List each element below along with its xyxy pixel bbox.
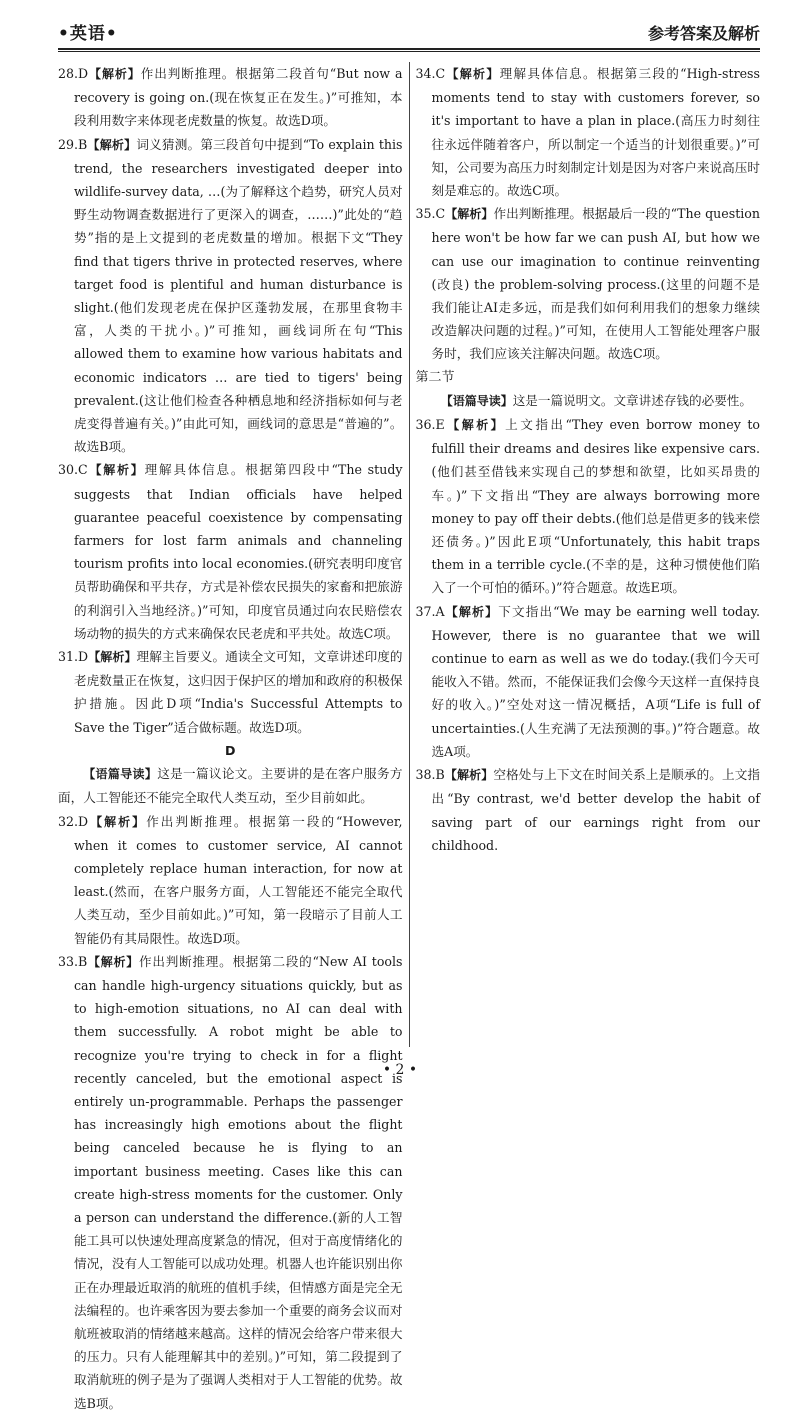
analysis-tag: 【解析】 [445, 207, 494, 222]
analysis-text: 上文指出“They even borrow money to fulfill their dreams and desires like expensive cars.(他们甚至借钱来实现自己的梦想和欲望，比如买昂贵的车。)”下文指出“They are always borrowing more money to pay off their debts.(他们总是借更多的钱来偿还债务。)”因此E项“Unfortunately, this habit traps them in a terrible cycle.(不幸的是，这种习惯使他们陷入了一个可怕的循环。)”符合题意。故选E项。 [431, 417, 760, 596]
answer-number: 37.A [415, 603, 445, 619]
section-two-guide [416, 389, 761, 413]
answer-number: 35.C [415, 206, 446, 222]
page-header [58, 14, 760, 50]
answer-item [58, 133, 403, 459]
answer-number: 34.C [415, 66, 446, 81]
analysis-text: 理解主旨要义。通读全文可知，文章讲述印度的老虎数量正在恢复，这归因于保护区的增加和政府的积极保护措施。因此D项“India's Successful Attempts to Save the Tiger”适合做标题。故选D项。 [74, 649, 403, 735]
analysis-text: 下文指出“We may be earning well today. However, there is no guarantee that we will continue to earn as well as we do today.(我们今天可能收入不错。然而，不能保证我们会像今天这样一直保持良好的收入。)”空处对这一情况概括，A项“Life is full of uncertainties.(人生充满了无法预测的事。)”符合题意。故选A项。 [431, 603, 760, 759]
analysis-tag: 【解析】 [444, 604, 499, 619]
left-column [58, 62, 403, 1411]
answer-item [416, 62, 761, 202]
analysis-tag: 【解析】 [87, 954, 140, 969]
analysis-tag: 【解析】 [87, 463, 145, 478]
analysis-text: 词义猜测。第三段首句中提到“To explain this trend, the researchers investigated deeper into wildlife-survey data, …(为了解释这个趋势，研究人员对野生动物调查数据进行了更深入的调查，……)”此处的“趋势”指的是上文提到的老虎数量的增加。根据下文“They find that tigers thrive in protected reserves, where target food is plentiful and human disturbance is slight.(他们发现老虎在保护区蓬勃发展，在那里食物丰富，人类的干扰小。)”可推知，画线词所在句“This allowed them to examine how various habitats and economic indicators … are tied to tigers' being prevalent.(这让他们检查各种栖息地和经济指标如何与老虎变得普遍有关。)”由此可知，画线词的意思是“普遍的”。故选B项。 [74, 136, 403, 455]
analysis-text: 作出判断推理。根据第二段首句“But now a recovery is going on.(现在恢复正在发生。)”可推知，本段利用数字来体现老虎数量的恢复。故选D项。 [74, 66, 403, 129]
answer-number: 30.C [58, 462, 88, 478]
section-d-guide [58, 762, 403, 809]
content-columns [58, 62, 760, 1411]
answer-number: 33.B [58, 953, 88, 969]
page-number: • 2 • [382, 1062, 418, 1078]
answer-number: 36.E [415, 417, 445, 433]
answer-item [416, 413, 761, 600]
analysis-tag: 【解析】 [445, 67, 500, 81]
analysis-tag: 【解析】 [88, 67, 141, 81]
subject-label: •英语• [58, 24, 118, 44]
analysis-text: 理解具体信息。根据第三段的“High-stress moments tend to stay with customers forever, so it's important to have a plan in place.(高压力时刻往往永远伴随着客户，所以制定一个适当的计划很重要。)”可知，公司要为高压力时刻制定计划是因为对客户来说高压时刻是难忘的。故选C项。 [431, 66, 760, 199]
right-column [416, 62, 761, 1047]
answer-number: 31.D [58, 649, 89, 665]
analysis-text: 作出判断推理。根据第一段的“However, when it comes to customer service, AI cannot completely replace human interaction, for now at least.(然而，在客户服务方面，人工智能还不能完全取代人类互动，至少目前如此。)”可知，第一段暗示了目前人工智能仍有其局限性。故选D项。 [74, 813, 403, 946]
answer-item [58, 645, 403, 739]
section-label: 参考答案及解析 [647, 24, 760, 43]
analysis-text: 理解具体信息。根据第四段中“The study suggests that Indian officials have helped guarantee peaceful coexistence by compensating farmers for lost farm animals and channeling tourism profits into local economies.(研究表明印度官员帮助确保和平共存，方式是补偿农民损失的家畜和把旅游的利润引入当地经济。)”可知，印度官员通过向农民赔偿农场动物的损失的方式来确保农民老虎和平共处。故选C项。 [74, 462, 403, 641]
guide-text: 这是一篇说明文。文章讲述存钱的必要性。 [512, 392, 752, 408]
analysis-tag: 【解析】 [88, 650, 137, 665]
analysis-tag: 【解析】 [444, 768, 494, 783]
answer-number: 32.D [58, 813, 89, 829]
answer-item [416, 600, 761, 763]
section-two-title: 第二节 [415, 369, 455, 385]
section-d-letter: D [225, 742, 236, 758]
answer-item [58, 458, 403, 645]
answer-number: 38.B [415, 767, 445, 783]
column-divider [409, 62, 410, 1047]
answer-item [416, 202, 761, 365]
analysis-text: 作出判断推理。根据第二段的“New AI tools can handle high-urgency situations quickly, but as to high-emotion situations, no AI can deal with them successfully. A robot might be able to recognize you're trying to check in for a flight recently canceled, but the emotional aspect is entirely un-programmable. Perhaps the passenger has increasingly high emotions about the flight being canceled because he is flying to an important business meeting. Cases like this can create high-stress moments for the customer. Only a person can understand the difference.(新的人工智能工具可以快速处理高度紧急的情况，但对于高度情绪化的情况，没有人工智能可以成功处理。机器人也许能识别出你正在办理最近取消的航班的值机手续，但情感方面是完全无法编程的。也许乘客因为要去参加一个重要的商务会议而对航班被取消的情绪越来越高。这样的情况会给客户带来很大的压力。只有人能理解其中的差别。)”可知，第二段提到了取消航班的例子是为了强调人类相对于人工智能的优势。故选B项。 [74, 953, 403, 1411]
header-rule [58, 51, 760, 52]
answer-item [58, 950, 403, 1415]
analysis-text: 空格处与上下文在时间关系上是顺承的。上文指出“By contrast, we'd better develop the habit of saving part of our earnings right from our childhood. [431, 767, 760, 853]
answer-item [58, 810, 403, 950]
analysis-tag: 【解析】 [88, 814, 147, 829]
answer-item [416, 763, 761, 857]
answer-number: 29.B [58, 136, 88, 152]
analysis-tag: 【解析】 [444, 418, 506, 433]
guide-tag: 【语篇导读】 [83, 767, 158, 782]
answer-number: 28.D [58, 66, 89, 81]
answer-item [58, 62, 403, 133]
guide-tag: 【语篇导读】 [440, 393, 513, 408]
analysis-tag: 【解析】 [87, 137, 137, 152]
guide-text: 这是一篇议论文。主要讲的是在客户服务方面，人工智能还不能完全取代人类互动，至少目前如此。 [58, 766, 403, 806]
analysis-text: 作出判断推理。根据最后一段的“The question here won't be how far we can push AI, but how we can use our imagination to continue reinventing (改良) the problem-solving process.(这里的问题不是我们能让AI走多远，而是我们如何利用我们的想象力继续改造解决问题的过程。)”可知，在使用人工智能处理客户服务时，我们应该关注解决问题。故选C项。 [431, 206, 760, 362]
